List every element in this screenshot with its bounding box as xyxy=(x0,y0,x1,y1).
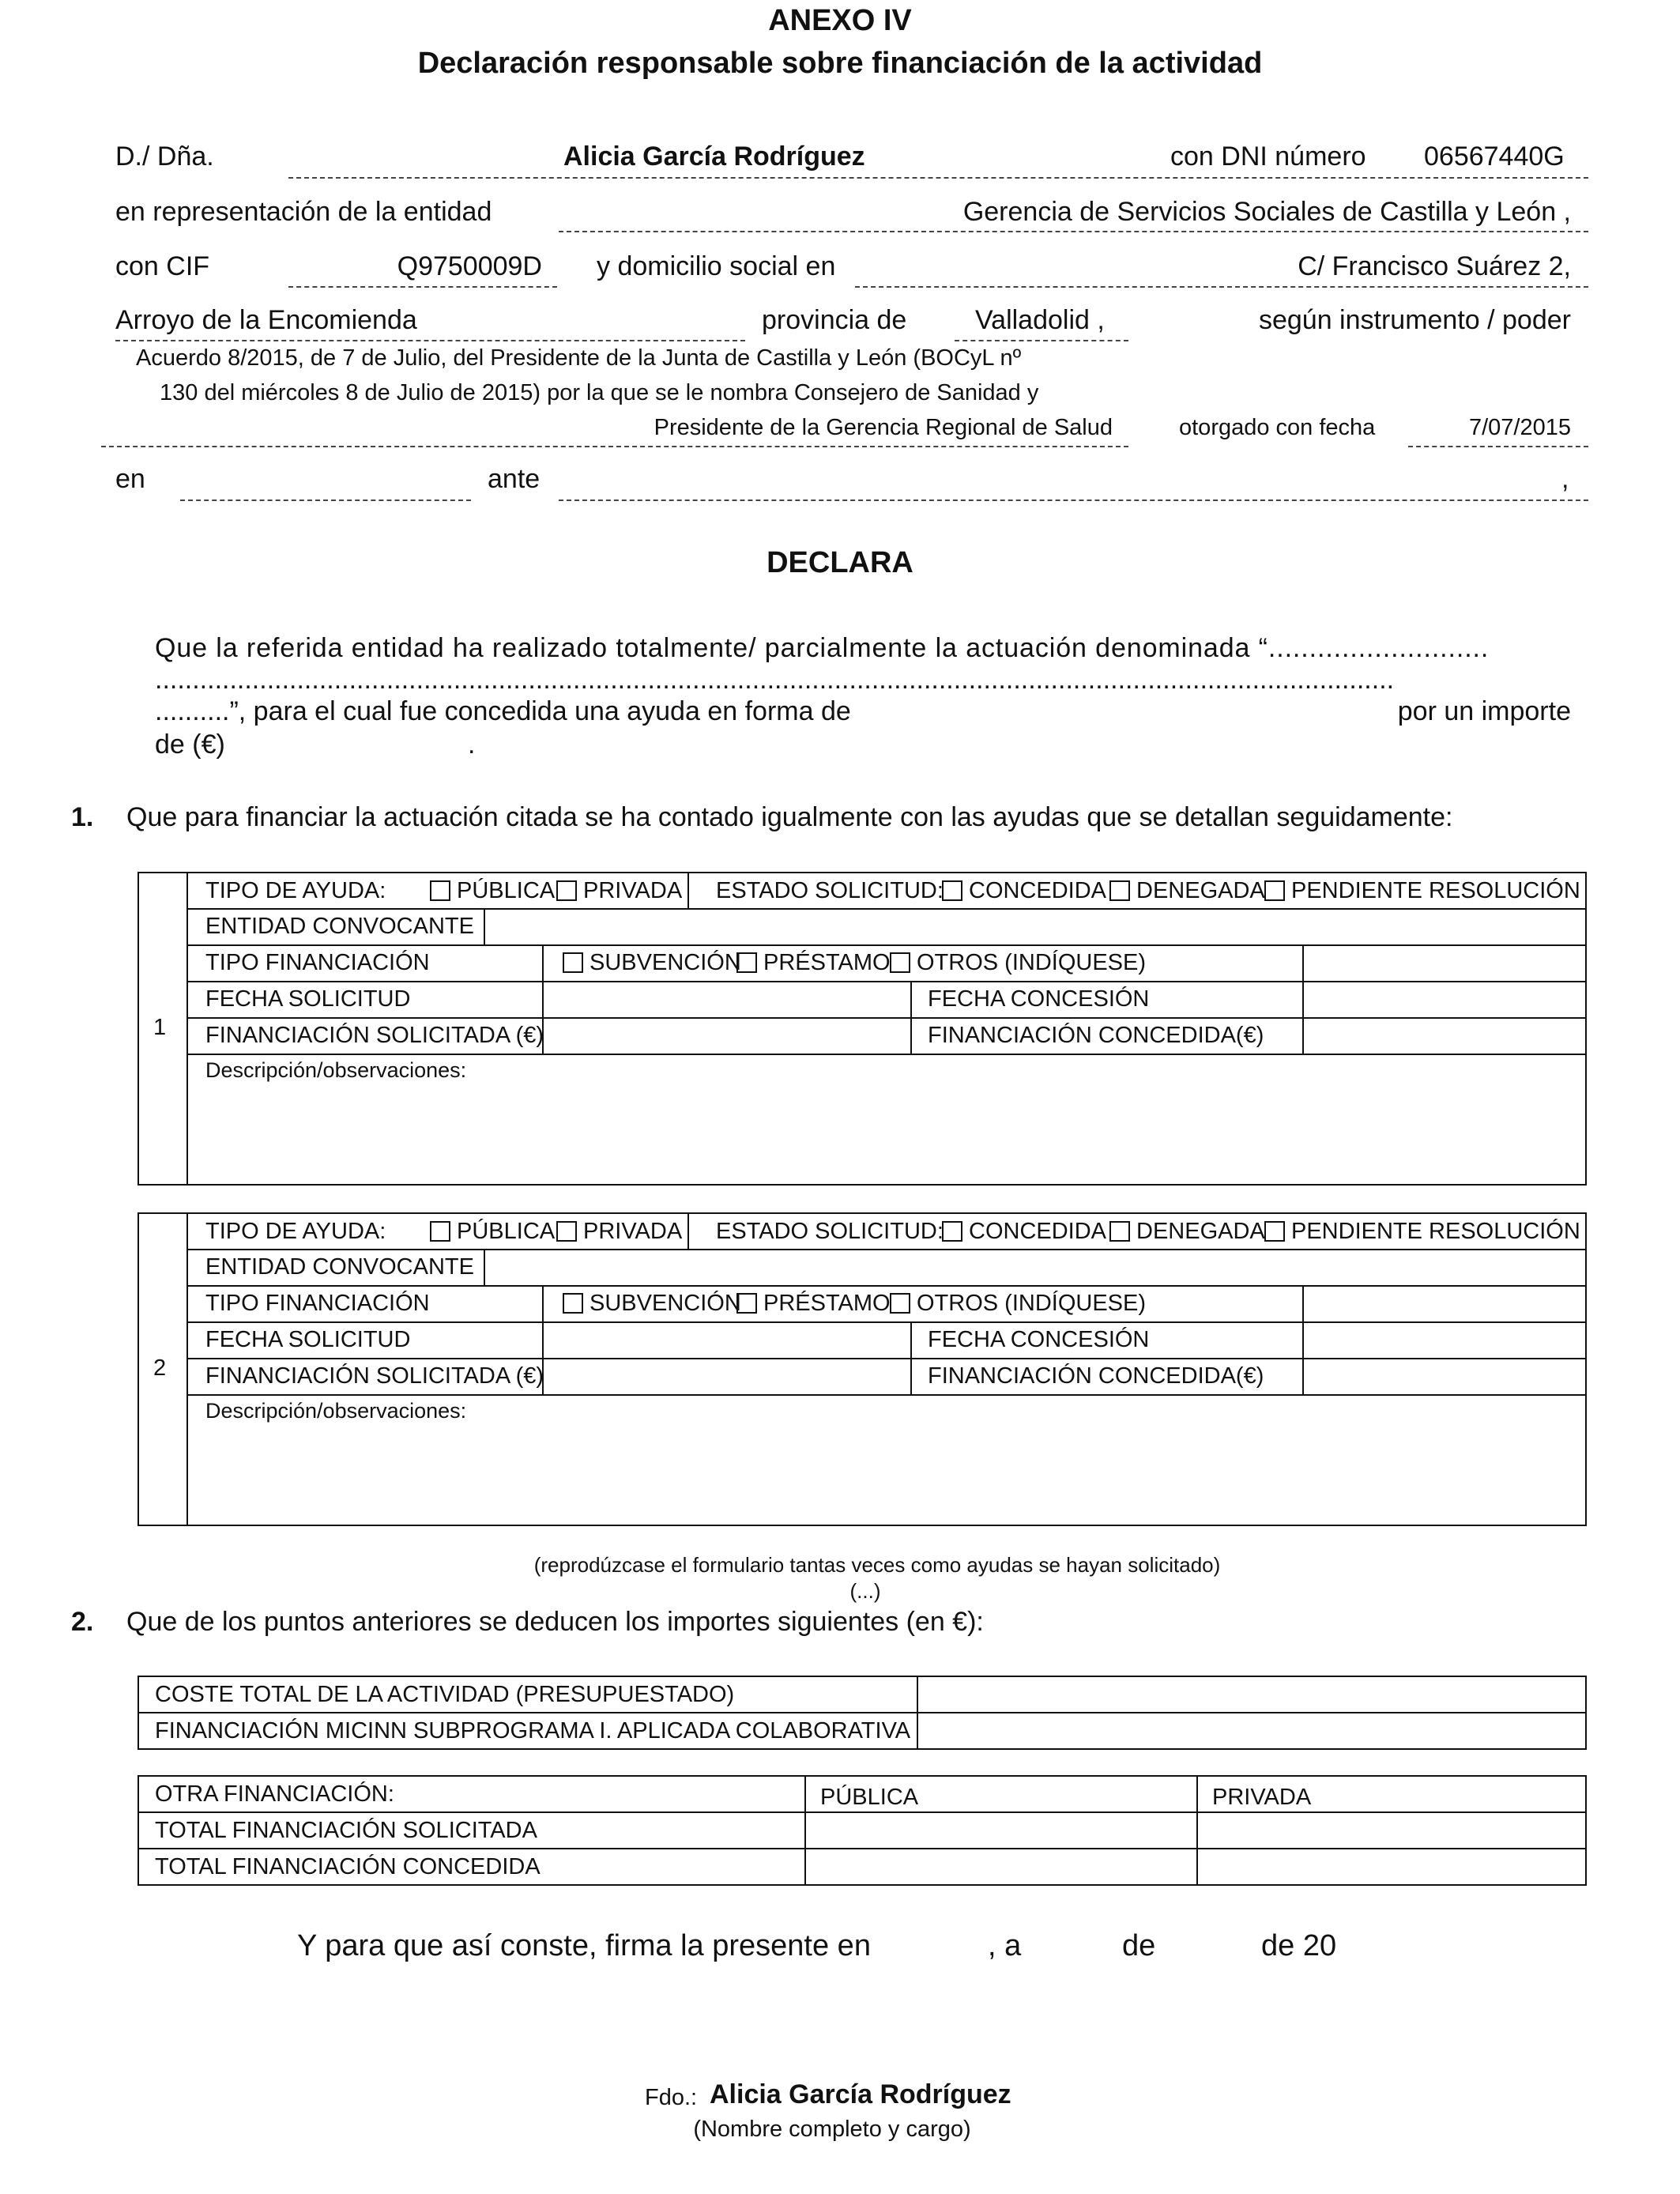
label-province: provincia de xyxy=(762,305,907,335)
total-con-label: TOTAL FINANCIACIÓN CONCEDIDA xyxy=(155,1854,541,1879)
fin-con-label: FINANCIACIÓN CONCEDIDA(€) xyxy=(928,1023,1264,1048)
declara-line-2: ...................................................................................................................................................................... xyxy=(155,665,1395,695)
town-value: Arroyo de la Encomienda xyxy=(115,305,417,335)
label-ante: ante xyxy=(488,464,541,494)
closing-text-2: , a xyxy=(988,1929,1022,1962)
label-date: otorgado con fecha xyxy=(1179,415,1376,440)
entidad-label: ENTIDAD CONVOCANTE xyxy=(205,1254,474,1280)
label-cif: con CIF xyxy=(115,251,210,281)
label-en: en xyxy=(115,464,145,494)
checkbox-icon xyxy=(890,952,910,973)
denegada-checkbox[interactable] xyxy=(1109,1218,1265,1245)
declara-line-3a: ..........”, para el cual fue concedida una ayuda en forma de xyxy=(155,696,851,726)
tipo-ayuda-label: TIPO DE AYUDA: xyxy=(205,1219,386,1244)
subvencion-label: SUBVENCIÓN xyxy=(590,950,741,975)
pendiente-label: PENDIENTE RESOLUCIÓN xyxy=(1291,1219,1580,1244)
declarant-name: Alicia García Rodríguez xyxy=(563,141,865,172)
closing-text-3: de xyxy=(1122,1929,1156,1962)
fecha-sol-label: FECHA SOLICITUD xyxy=(205,1327,411,1352)
fecha-sol-label: FECHA SOLICITUD xyxy=(205,986,411,1012)
ante-line xyxy=(559,499,1588,501)
instrument-line-1: Acuerdo 8/2015, de 7 de Julio, del Presidente de la Junta de Castilla y León (BOCyL nº xyxy=(136,345,1022,371)
concedida-label: CONCEDIDA xyxy=(969,1219,1107,1244)
entity-line xyxy=(559,231,1588,232)
instrument-line-3: Presidente de la Gerencia Regional de Salud xyxy=(654,415,1113,440)
aid-form-1-number: 1 xyxy=(153,1015,167,1040)
estado-label: ESTADO SOLICITUD: xyxy=(716,1219,944,1244)
closing-text-1: Y para que así conste, firma la presente en xyxy=(297,1929,871,1962)
denegada-label: DENEGADA xyxy=(1136,1219,1265,1244)
concedida-label: CONCEDIDA xyxy=(969,878,1107,903)
checkbox-icon xyxy=(1264,880,1285,901)
checkbox-icon xyxy=(430,880,450,901)
desc-label: Descripción/observaciones: xyxy=(205,1399,467,1423)
date-value: 7/07/2015 xyxy=(1468,415,1571,440)
point-2-number: 2. xyxy=(71,1607,94,1637)
declara-line-4a: de (€) xyxy=(155,729,225,760)
label-address: y domicilio social en xyxy=(597,251,836,281)
otros-checkbox[interactable] xyxy=(890,949,1146,976)
name-line xyxy=(288,177,1588,179)
checkbox-icon xyxy=(563,952,583,973)
label-entity: en representación de la entidad xyxy=(115,197,492,227)
checkbox-icon xyxy=(556,880,577,901)
privada-checkbox[interactable] xyxy=(556,877,682,904)
declara-line-4b: . xyxy=(468,729,476,760)
otros-label: OTROS (INDÍQUESE) xyxy=(917,950,1147,975)
aid-form-2 xyxy=(137,1212,1587,1526)
ellipsis-note: (...) xyxy=(849,1579,881,1603)
place-line xyxy=(180,499,471,501)
publica-checkbox[interactable] xyxy=(430,1218,555,1245)
micinn-label: FINANCIACIÓN MICINN SUBPROGRAMA I. APLICADA COLABORATIVA xyxy=(155,1718,911,1744)
denegada-label: DENEGADA xyxy=(1136,878,1265,903)
checkbox-icon xyxy=(890,1293,910,1314)
checkbox-icon xyxy=(1264,1221,1285,1242)
fecha-con-label: FECHA CONCESIÓN xyxy=(928,1327,1150,1352)
checkbox-icon xyxy=(563,1293,583,1314)
instrument-line xyxy=(101,446,1128,447)
privada-checkbox[interactable] xyxy=(556,1218,682,1245)
date-line xyxy=(1408,446,1588,447)
province-line xyxy=(955,340,1128,341)
estado-label: ESTADO SOLICITUD: xyxy=(716,878,944,903)
province-value: Valladolid , xyxy=(975,305,1105,335)
prestamo-label: PRÉSTAMO xyxy=(763,950,891,975)
point-1-number: 1. xyxy=(71,802,94,832)
checkbox-icon xyxy=(1109,1221,1130,1242)
desc-label: Descripción/observaciones: xyxy=(205,1058,467,1082)
publica-label: PÚBLICA xyxy=(457,878,556,903)
otros-label: OTROS (INDÍQUESE) xyxy=(917,1291,1147,1316)
trailing-comma: , xyxy=(1561,464,1569,494)
label-name: D./ Dña. xyxy=(115,141,214,172)
repeat-note: (reprodúzcase el formulario tantas veces como ayudas se hayan solicitado) xyxy=(533,1553,1221,1577)
fin-sol-label: FINANCIACIÓN SOLICITADA (€) xyxy=(205,1363,544,1389)
fin-sol-label: FINANCIACIÓN SOLICITADA (€) xyxy=(205,1023,544,1048)
annex-title: ANEXO IV xyxy=(768,4,912,37)
checkbox-icon xyxy=(556,1221,577,1242)
pendiente-checkbox[interactable] xyxy=(1264,1218,1580,1245)
otra-label: OTRA FINANCIACIÓN: xyxy=(155,1781,394,1807)
tipo-fin-label: TIPO FINANCIACIÓN xyxy=(205,950,430,975)
label-dni: con DNI número xyxy=(1170,141,1366,172)
fecha-con-label: FECHA CONCESIÓN xyxy=(928,986,1150,1012)
other-financing-table xyxy=(137,1775,1587,1886)
declara-heading: DECLARA xyxy=(767,546,913,579)
point-2-text: Que de los puntos anteriores se deducen los importes siguientes (en €): xyxy=(126,1607,984,1637)
privada-label: PRIVADA xyxy=(583,1219,683,1244)
label-instrument: según instrumento / poder xyxy=(1258,305,1571,335)
subvencion-checkbox[interactable] xyxy=(563,949,741,976)
publica-column: PÚBLICA xyxy=(820,1785,919,1810)
address-value: C/ Francisco Suárez 2, xyxy=(1298,251,1571,281)
pendiente-label: PENDIENTE RESOLUCIÓN xyxy=(1291,878,1580,903)
signer-name: Alicia García Rodríguez xyxy=(710,2079,1011,2109)
tipo-fin-label: TIPO FINANCIACIÓN xyxy=(205,1291,430,1316)
privada-column: PRIVADA xyxy=(1212,1785,1312,1810)
subvencion-checkbox[interactable] xyxy=(563,1290,741,1317)
cif-value: Q9750009D xyxy=(397,251,542,281)
entidad-label: ENTIDAD CONVOCANTE xyxy=(205,914,474,939)
checkbox-icon xyxy=(1109,880,1130,901)
prestamo-checkbox[interactable] xyxy=(736,1290,891,1317)
tipo-ayuda-label: TIPO DE AYUDA: xyxy=(205,878,386,903)
checkbox-icon xyxy=(736,1293,757,1314)
otros-checkbox[interactable] xyxy=(890,1290,1146,1317)
aid-form-2-number: 2 xyxy=(153,1355,167,1381)
aid-form-1 xyxy=(137,872,1587,1186)
subvencion-label: SUBVENCIÓN xyxy=(590,1291,741,1316)
instrument-line-2: 130 del miércoles 8 de Julio de 2015) por la que se le nombra Consejero de Sanidad y xyxy=(160,380,1039,405)
prestamo-checkbox[interactable] xyxy=(736,949,891,976)
checkbox-icon xyxy=(942,1221,962,1242)
closing-text-4: de 20 xyxy=(1261,1929,1337,1962)
privada-label: PRIVADA xyxy=(583,878,683,903)
cif-line xyxy=(288,286,557,288)
checkbox-icon xyxy=(736,952,757,973)
total-sol-label: TOTAL FINANCIACIÓN SOLICITADA xyxy=(155,1818,537,1843)
coste-label: COSTE TOTAL DE LA ACTIVIDAD (PRESUPUESTADO) xyxy=(155,1682,735,1707)
fin-con-label: FINANCIACIÓN CONCEDIDA(€) xyxy=(928,1363,1264,1389)
declara-line-3b: por un importe xyxy=(1397,696,1571,726)
entity-value: Gerencia de Servicios Sociales de Castilla y León , xyxy=(962,197,1571,227)
concedida-checkbox[interactable] xyxy=(942,1218,1106,1245)
publica-label: PÚBLICA xyxy=(457,1219,556,1244)
concedida-checkbox[interactable] xyxy=(942,877,1106,904)
publica-checkbox[interactable] xyxy=(430,877,555,904)
dni-value: 06567440G xyxy=(1424,141,1565,172)
town-line xyxy=(115,340,745,341)
summary-table xyxy=(137,1676,1587,1750)
denegada-checkbox[interactable] xyxy=(1109,877,1265,904)
declara-line-1: Que la referida entidad ha realizado totalmente/ parcialmente la actuación denominada “........................... xyxy=(155,633,1490,663)
checkbox-icon xyxy=(942,880,962,901)
document-title: Declaración responsable sobre financiación de la actividad xyxy=(417,47,1263,80)
point-1-text: Que para financiar la actuación citada se ha contado igualmente con las ayudas que se detallan seguidamente: xyxy=(126,802,1453,832)
prestamo-label: PRÉSTAMO xyxy=(763,1291,891,1316)
address-line xyxy=(855,286,1588,288)
signer-role: (Nombre completo y cargo) xyxy=(693,2117,971,2142)
checkbox-icon xyxy=(430,1221,450,1242)
fdo-label: Fdo.: xyxy=(645,2085,698,2110)
pendiente-checkbox[interactable] xyxy=(1264,877,1580,904)
